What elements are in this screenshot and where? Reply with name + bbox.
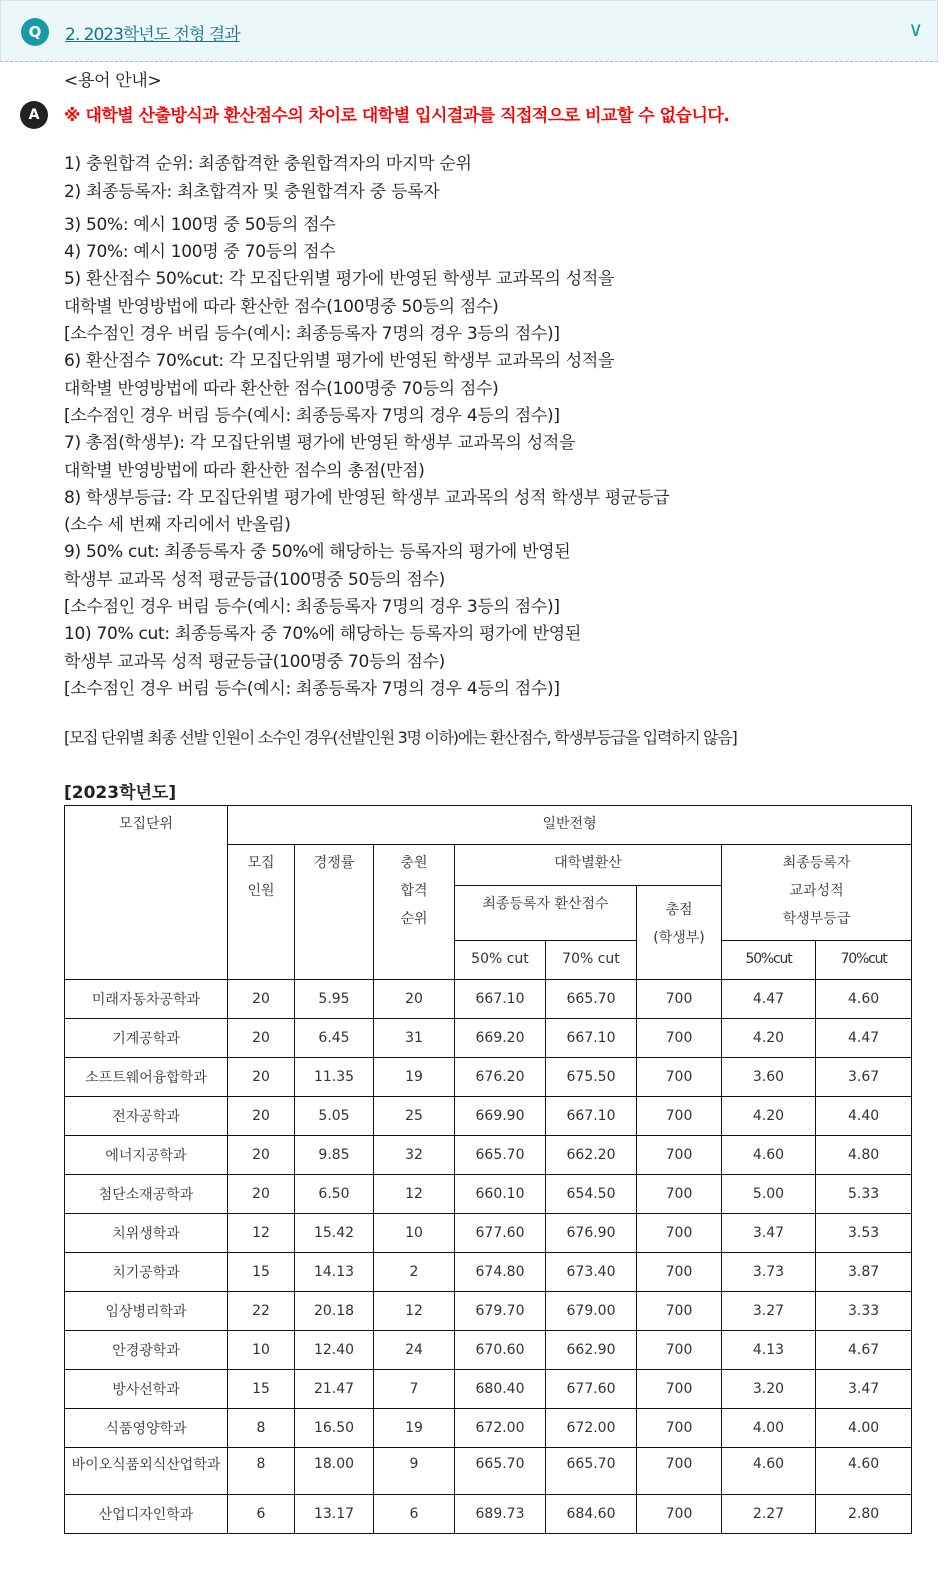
cell-grade-70: 4.60: [816, 980, 912, 1019]
table-row: [65, 980, 912, 1019]
cell-grade-70: 3.33: [816, 1292, 912, 1331]
terms-line: [소수점인 경우 버림 등수(예시: 최종등록자 7명의 경우 4등의 점수)]: [64, 405, 560, 426]
cell-rank: 12: [374, 1175, 455, 1214]
cell-rate: 14.13: [295, 1253, 374, 1292]
cell-conv-70: 677.60: [546, 1370, 637, 1409]
cell-rate: 6.50: [295, 1175, 374, 1214]
cell-grade-50: 3.20: [722, 1370, 816, 1409]
selection-note: [모집 단위별 최종 선발 인원이 소수인 경우(선발인원 3명 이하)에는 환산점수, 학생부등급을 입력하지 않음]: [64, 728, 737, 748]
cell-grade-70: 3.67: [816, 1058, 912, 1097]
cell-total: 700: [637, 1214, 722, 1253]
cell-unit: 소프트웨어융합학과: [65, 1058, 228, 1097]
terms-line: 8) 학생부등급: 각 모집단위별 평가에 반영된 학생부 교과목의 성적 학생부 평균등급: [64, 487, 670, 508]
header-conv-score: 최종등록자 환산점수: [455, 886, 637, 941]
header-conv-70: 70% cut: [546, 941, 637, 980]
cell-grade-70: 5.33: [816, 1175, 912, 1214]
cell-total: 700: [637, 1136, 722, 1175]
header-grade-50: 50%cut: [722, 941, 816, 980]
cell-quota: 20: [228, 1019, 295, 1058]
cell-rank: 2: [374, 1253, 455, 1292]
q-badge-icon: Q: [21, 18, 49, 46]
cell-grade-70: 4.00: [816, 1409, 912, 1448]
cell-unit: 에너지공학과: [65, 1136, 228, 1175]
cell-grade-70: 4.60: [816, 1448, 912, 1495]
terms-line: 7) 총점(학생부): 각 모집단위별 평가에 반영된 학생부 교과목의 성적을: [64, 433, 576, 454]
terms-line: 10) 70% cut: 최종등록자 중 70%에 해당하는 등록자의 평가에 반영된: [64, 624, 581, 645]
table-row: [65, 1253, 912, 1292]
cell-conv-70: 654.50: [546, 1175, 637, 1214]
header-general: 일반전형: [228, 806, 912, 845]
cell-rank: 6: [374, 1495, 455, 1534]
cell-grade-50: 3.47: [722, 1214, 816, 1253]
cell-rate: 6.45: [295, 1019, 374, 1058]
cell-conv-70: 679.00: [546, 1292, 637, 1331]
terms-line: (소수 세 번째 자리에서 반올림): [64, 515, 291, 536]
cell-grade-50: 5.00: [722, 1175, 816, 1214]
cell-rate: 5.05: [295, 1097, 374, 1136]
cell-quota: 20: [228, 1097, 295, 1136]
cell-grade-50: 2.27: [722, 1495, 816, 1534]
cell-grade-50: 4.20: [722, 1097, 816, 1136]
header-conversion: 대학별환산: [455, 845, 722, 886]
cell-grade-50: 4.60: [722, 1136, 816, 1175]
cell-conv-50: 670.60: [455, 1331, 546, 1370]
cell-rate: 16.50: [295, 1409, 374, 1448]
cell-grade-50: 4.20: [722, 1019, 816, 1058]
cell-rank: 19: [374, 1409, 455, 1448]
cell-conv-50: 689.73: [455, 1495, 546, 1534]
cell-conv-50: 677.60: [455, 1214, 546, 1253]
terms-line: 3) 50%: 예시 100명 중 50등의 점수: [64, 214, 336, 235]
table-row: [65, 1097, 912, 1136]
terms-line: [소수점인 경우 버림 등수(예시: 최종등록자 7명의 경우 3등의 점수)]: [64, 324, 560, 345]
cell-unit: 안경광학과: [65, 1331, 228, 1370]
header-grade-70: 70%cut: [816, 941, 912, 980]
cell-total: 700: [637, 1097, 722, 1136]
header-quota: 모집 인원: [228, 845, 295, 980]
cell-total: 700: [637, 1292, 722, 1331]
cell-conv-70: 667.10: [546, 1097, 637, 1136]
cell-total: 700: [637, 1058, 722, 1097]
terms-line: 학생부 교과목 성적 평균등급(100명중 70등의 점수): [64, 651, 445, 672]
cell-rank: 25: [374, 1097, 455, 1136]
cell-conv-50: 669.90: [455, 1097, 546, 1136]
header-rate: 경쟁률: [295, 845, 374, 980]
cell-conv-70: 675.50: [546, 1058, 637, 1097]
header-unit: 모집단위: [65, 806, 228, 980]
cell-conv-50: 674.80: [455, 1253, 546, 1292]
cell-rate: 20.18: [295, 1292, 374, 1331]
warning-text: ※ 대학별 산출방식과 환산점수의 차이로 대학별 입시결과를 직접적으로 비교할 수 없습니다.: [64, 106, 730, 127]
cell-conv-70: 672.00: [546, 1409, 637, 1448]
cell-conv-70: 662.20: [546, 1136, 637, 1175]
cell-grade-50: 4.60: [722, 1448, 816, 1495]
cell-unit: 치기공학과: [65, 1253, 228, 1292]
chevron-down-icon[interactable]: ∨: [908, 17, 923, 41]
table-row: [65, 1214, 912, 1253]
cell-conv-50: 679.70: [455, 1292, 546, 1331]
cell-rate: 9.85: [295, 1136, 374, 1175]
terms-line: 6) 환산점수 70%cut: 각 모집단위별 평가에 반영된 학생부 교과목의 성적을: [64, 351, 615, 372]
cell-grade-50: 3.60: [722, 1058, 816, 1097]
cell-grade-70: 3.53: [816, 1214, 912, 1253]
cell-conv-50: 660.10: [455, 1175, 546, 1214]
table-row: [65, 1058, 912, 1097]
cell-grade-50: 3.73: [722, 1253, 816, 1292]
table-row: [65, 1409, 912, 1448]
cell-quota: 15: [228, 1253, 295, 1292]
table-row: [65, 1495, 912, 1534]
cell-quota: 20: [228, 980, 295, 1019]
question-header[interactable]: [0, 0, 938, 62]
cell-rank: 10: [374, 1214, 455, 1253]
table-row: [65, 1331, 912, 1370]
cell-rank: 12: [374, 1292, 455, 1331]
cell-unit: 전자공학과: [65, 1097, 228, 1136]
cell-conv-70: 665.70: [546, 1448, 637, 1495]
terms-line: [소수점인 경우 버림 등수(예시: 최종등록자 7명의 경우 4등의 점수)]: [64, 678, 560, 699]
cell-total: 700: [637, 1370, 722, 1409]
cell-quota: 10: [228, 1331, 295, 1370]
cell-total: 700: [637, 1409, 722, 1448]
cell-quota: 20: [228, 1136, 295, 1175]
terms-line: 학생부 교과목 성적 평균등급(100명중 50등의 점수): [64, 569, 445, 590]
cell-total: 700: [637, 1019, 722, 1058]
cell-total: 700: [637, 1495, 722, 1534]
header-rank: 충원 합격 순위: [374, 845, 455, 980]
cell-unit: 식품영양학과: [65, 1409, 228, 1448]
cell-grade-70: 3.87: [816, 1253, 912, 1292]
cell-rank: 24: [374, 1331, 455, 1370]
cell-rate: 12.40: [295, 1331, 374, 1370]
cell-conv-50: 667.10: [455, 980, 546, 1019]
terms-line: 9) 50% cut: 최종등록자 중 50%에 해당하는 등록자의 평가에 반영된: [64, 542, 571, 563]
table-row: [65, 1448, 912, 1495]
cell-rank: 31: [374, 1019, 455, 1058]
table-row: [65, 1136, 912, 1175]
cell-total: 700: [637, 1175, 722, 1214]
cell-conv-70: 665.70: [546, 980, 637, 1019]
terms-line: 대학별 반영방법에 따라 환산한 점수(100명중 70등의 점수): [64, 378, 499, 399]
header-conv-50: 50% cut: [455, 941, 546, 980]
cell-rate: 5.95: [295, 980, 374, 1019]
terms-line: 2) 최종등록자: 최초합격자 및 충원합격자 중 등록자: [64, 181, 440, 202]
question-title-link[interactable]: 2. 2023학년도 전형 결과: [65, 25, 240, 45]
cell-grade-50: 4.47: [722, 980, 816, 1019]
cell-rate: 21.47: [295, 1370, 374, 1409]
table-row: [65, 1292, 912, 1331]
cell-quota: 12: [228, 1214, 295, 1253]
cell-conv-50: 669.20: [455, 1019, 546, 1058]
cell-total: 700: [637, 1253, 722, 1292]
cell-rate: 18.00: [295, 1448, 374, 1495]
cell-rank: 7: [374, 1370, 455, 1409]
cell-unit: 방사선학과: [65, 1370, 228, 1409]
cell-rank: 20: [374, 980, 455, 1019]
year-label: [2023학년도]: [64, 783, 177, 804]
cell-quota: 8: [228, 1409, 295, 1448]
cell-grade-70: 3.47: [816, 1370, 912, 1409]
cell-grade-50: 4.00: [722, 1409, 816, 1448]
terms-line: 4) 70%: 예시 100명 중 70등의 점수: [64, 242, 336, 263]
cell-conv-70: 673.40: [546, 1253, 637, 1292]
cell-quota: 22: [228, 1292, 295, 1331]
cell-total: 700: [637, 1331, 722, 1370]
cell-unit: 미래자동차공학과: [65, 980, 228, 1019]
cell-conv-70: 667.10: [546, 1019, 637, 1058]
cell-total: 700: [637, 1448, 722, 1495]
cell-unit: 기계공학과: [65, 1019, 228, 1058]
cell-conv-50: 672.00: [455, 1409, 546, 1448]
cell-unit: 첨단소재공학과: [65, 1175, 228, 1214]
terms-line: 대학별 반영방법에 따라 환산한 점수의 총점(만점): [64, 460, 425, 481]
cell-unit: 바이오식품외식산업학과: [65, 1448, 228, 1495]
cell-grade-70: 4.67: [816, 1331, 912, 1370]
header-total: 총점 (학생부): [637, 886, 722, 980]
terms-line: [소수점인 경우 버림 등수(예시: 최종등록자 7명의 경우 3등의 점수)]: [64, 597, 560, 618]
cell-rate: 13.17: [295, 1495, 374, 1534]
cell-conv-70: 662.90: [546, 1331, 637, 1370]
terms-line: 5) 환산점수 50%cut: 각 모집단위별 평가에 반영된 학생부 교과목의 성적을: [64, 269, 615, 290]
cell-unit: 산업디자인학과: [65, 1495, 228, 1534]
cell-quota: 20: [228, 1058, 295, 1097]
table-row: [65, 1019, 912, 1058]
cell-quota: 8: [228, 1448, 295, 1495]
cell-conv-50: 676.20: [455, 1058, 546, 1097]
terms-heading: <용어 안내>: [64, 71, 162, 91]
a-badge-icon: A: [20, 101, 48, 129]
cell-quota: 6: [228, 1495, 295, 1534]
terms-list: [64, 151, 914, 703]
cell-unit: 치위생학과: [65, 1214, 228, 1253]
cell-grade-70: 4.80: [816, 1136, 912, 1175]
header-grade: 최종등록자 교과성적 학생부등급: [722, 845, 912, 941]
answer-content: [64, 68, 914, 1534]
cell-quota: 15: [228, 1370, 295, 1409]
cell-rank: 32: [374, 1136, 455, 1175]
cell-grade-50: 4.13: [722, 1331, 816, 1370]
cell-rate: 15.42: [295, 1214, 374, 1253]
cell-grade-70: 2.80: [816, 1495, 912, 1534]
cell-grade-70: 4.40: [816, 1097, 912, 1136]
cell-conv-50: 680.40: [455, 1370, 546, 1409]
terms-line: 1) 충원합격 순위: 최종합격한 충원합격자의 마지막 순위: [64, 154, 472, 175]
cell-conv-50: 665.70: [455, 1448, 546, 1495]
table-row: [65, 1175, 912, 1214]
cell-unit: 임상병리학과: [65, 1292, 228, 1331]
cell-total: 700: [637, 980, 722, 1019]
cell-conv-50: 665.70: [455, 1136, 546, 1175]
cell-rate: 11.35: [295, 1058, 374, 1097]
cell-grade-50: 3.27: [722, 1292, 816, 1331]
cell-conv-70: 676.90: [546, 1214, 637, 1253]
cell-conv-70: 684.60: [546, 1495, 637, 1534]
terms-line: 대학별 반영방법에 따라 환산한 점수(100명중 50등의 점수): [64, 296, 499, 317]
cell-rank: 9: [374, 1448, 455, 1495]
cell-rank: 19: [374, 1058, 455, 1097]
cell-grade-70: 4.47: [816, 1019, 912, 1058]
table-row: [65, 1370, 912, 1409]
results-table: [64, 805, 912, 1534]
cell-quota: 20: [228, 1175, 295, 1214]
